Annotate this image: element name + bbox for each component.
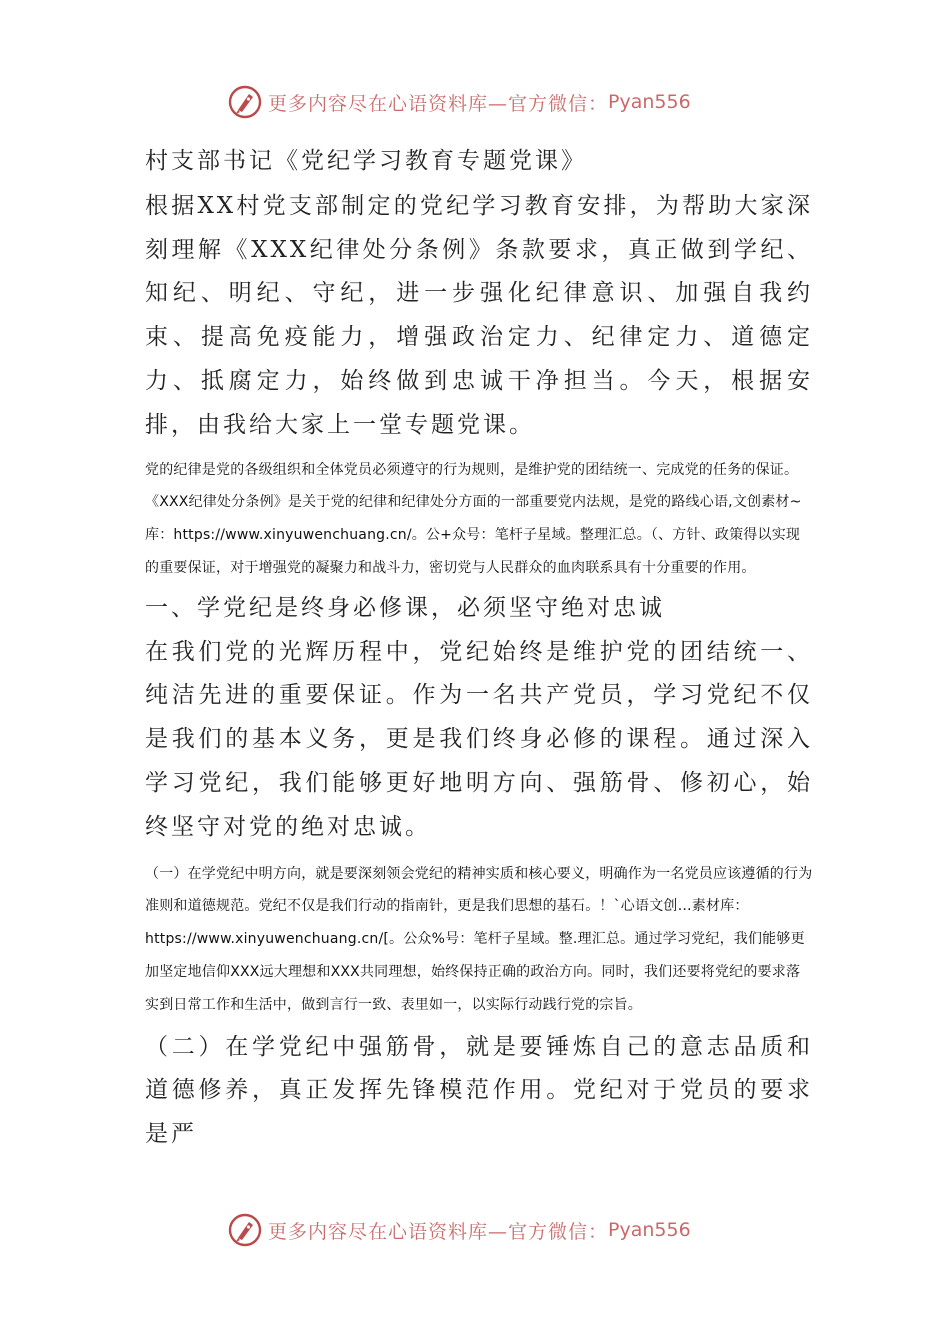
small-paragraph-2: （一）在学党纪中明方向，就是要深刻领会党纪的精神实质和核心要义，明确作为一名党员应该遵循的行为准则和道德规范。党纪不仅是我们行动的指南针，更是我们思想的基石。！`心语文创…素材库：https://www.xinyuwenchuang.cn/[。公众%号：笔杆子星域。整.理汇总。通过学习党纪，我们能够更加坚定地信仰XXX远大理想和XXX共同理想，始终保持正确的政治方向。同时，我们还要将党纪的要求落实到日常工作和生活中，做到言行一致、表里如一，以实际行动践行党的宗旨。 <box>145 865 813 1013</box>
document-title: 村支部书记《党纪学习教育专题党课》 <box>145 148 587 174</box>
wechat-id: Pyan556 <box>608 1219 691 1241</box>
small-paragraph-1: 党的纪律是党的各级组织和全体党员必须遵守的行为规则，是维护党的团结统一、完成党的任务的保证。《XXX纪律处分条例》是关于党的纪律和纪律处分方面的一部重要党内法规，是党的路线心语,文创素材~库：https://www.xinyuwenchuang.cn/。公+众号：笔杆子星域。整理汇总。（、方针、政策得以实现的重要保证，对于增强党的凝聚力和战斗力，密切党与人民群众的血肉联系具有十分重要的作用。 <box>145 461 802 576</box>
intro-paragraph: 根据XX村党支部制定的党纪学习教育安排，为帮助大家深刻理解《XXX纪律处分条例》条款要求，真正做到学纪、知纪、明纪、守纪，进一步强化纪律意识、加强自我约束、提高免疫能力，增强政治定力、纪律定力、道德定力、抵腐定力，始终做到忠诚干净担当。今天，根据安排，由我给大家上一堂专题党课。 <box>145 192 813 438</box>
section-1-heading: 一、学党纪是终身必修课，必须坚守绝对忠诚 <box>145 594 665 621</box>
banner-text: 更多内容尽在心语资料库—官方微信： <box>268 1220 609 1243</box>
footer-banner <box>228 1210 691 1250</box>
document-body <box>145 140 813 1157</box>
header-banner <box>228 82 691 122</box>
wechat-id: Pyan556 <box>608 91 691 113</box>
pen-nib-logo-icon <box>228 1213 262 1247</box>
banner-text: 更多内容尽在心语资料库—官方微信： <box>268 92 609 115</box>
pen-nib-logo-icon <box>228 85 262 119</box>
section-1-paragraph: 在我们党的光辉历程中，党纪始终是维护党的团结统一、纯洁先进的重要保证。作为一名共产党员，学习党纪不仅是我们的基本义务，更是我们终身必修的课程。通过深入学习党纪，我们能够更好地明方向、强筋骨、修初心，始终坚守对党的绝对忠诚。 <box>145 638 813 840</box>
subsection-2-paragraph: （二）在学党纪中强筋骨，就是要锤炼自己的意志品质和道德修养，真正发挥先锋模范作用。党纪对于党员的要求是严 <box>145 1033 813 1148</box>
